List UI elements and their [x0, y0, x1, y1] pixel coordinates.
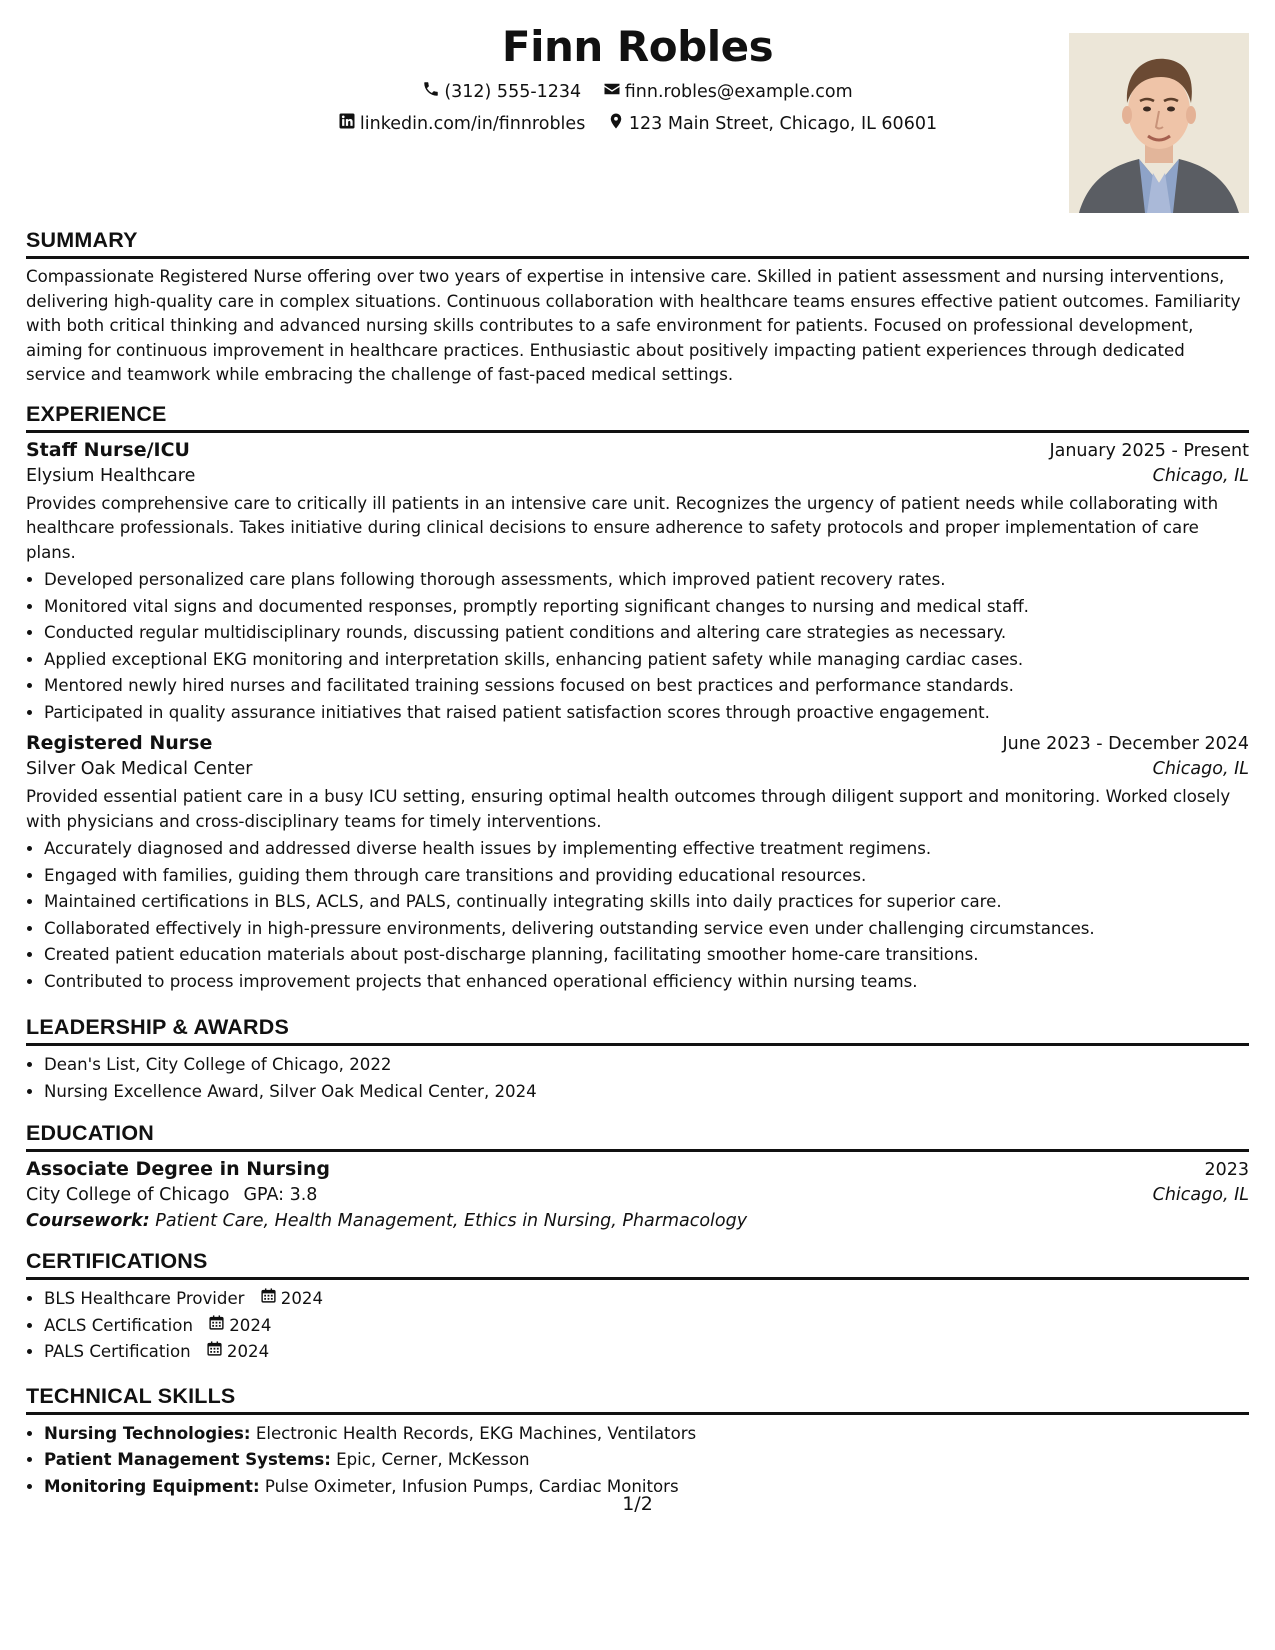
- job-location: Chicago, IL: [1152, 465, 1249, 486]
- certification-name: PALS Certification: [44, 1342, 191, 1361]
- summary-text: Compassionate Registered Nurse offering over two years of expertise in intensive care. Skilled in patient assessment and nursing interventions, delivering high-quality care in complex situations. Continuous collaboration with healthcare teams ensures effective patient outcomes. Familiarity with both critical thinking and advanced nursing skills contributes to a safe environment for patients. Focused on professional development, aiming for continuous improvement in healthcare practices. Enthusiastic about positively impacting patient experiences through dedicated service and teamwork while embracing the challenge of fast-paced medical settings.: [26, 267, 1241, 384]
- phone-icon: [422, 80, 440, 103]
- email-contact[interactable]: [603, 80, 853, 103]
- certifications-list: [26, 1286, 1249, 1366]
- employer-name: Silver Oak Medical Center: [26, 759, 253, 779]
- address-contact: [607, 112, 937, 135]
- list-item: • Nursing Excellence Award, Silver Oak Medical Center, 2024: [44, 1079, 1249, 1106]
- list-item: • Applied exceptional EKG monitoring and interpretation skills, enhancing patient safety while managing cardiac cases.: [44, 647, 1249, 674]
- job-entry: [26, 439, 1249, 727]
- coursework-label: Coursework:: [26, 1211, 150, 1231]
- skill-category: Monitoring Equipment:: [44, 1476, 260, 1496]
- calendar-icon: [260, 1286, 277, 1313]
- coursework: [26, 1211, 1249, 1231]
- job-dates: June 2023 - December 2024: [1002, 734, 1249, 754]
- job-bullets: [26, 836, 1249, 995]
- certification-name: ACLS Certification: [44, 1315, 193, 1335]
- contact-line-1: [26, 80, 1249, 103]
- list-item: • Developed personalized care plans following thorough assessments, which improved patient recovery rates.: [44, 567, 1249, 594]
- degree-name: Associate Degree in Nursing: [26, 1158, 330, 1180]
- experience-title: EXPERIENCE: [26, 402, 1249, 433]
- job-description: Provides comprehensive care to critically ill patients in an intensive care unit. Recognizes the urgency of patient needs while collaborating with healthcare professionals. Takes initiative during clinical decisions to ensure adherence to safety protocols and proper implementation of care plans.: [26, 493, 1219, 562]
- skills-list: [26, 1421, 1249, 1501]
- job-title: Staff Nurse/ICU: [26, 438, 190, 461]
- job-dates: January 2025 - Present: [1049, 440, 1249, 461]
- list-item: • Accurately diagnosed and addressed diverse health issues by implementing effective treatment regimens.: [44, 836, 1249, 863]
- certification-year: 2024: [229, 1315, 272, 1335]
- certification-year: 2024: [226, 1342, 270, 1361]
- leadership-title: LEADERSHIP & AWARDS: [26, 1015, 1249, 1046]
- calendar-icon: [206, 1339, 223, 1366]
- education-entry: [26, 1158, 1249, 1231]
- page-number: 1/2: [622, 1493, 653, 1515]
- profile-photo: [1069, 33, 1249, 213]
- skill-category: Patient Management Systems:: [44, 1450, 331, 1469]
- list-item: • Collaborated effectively in high-pressure environments, delivering outstanding service even under challenging circumstances.: [44, 916, 1249, 943]
- linkedin-contact[interactable]: [338, 112, 585, 135]
- list-item: • Maintained certifications in BLS, ACLS, and PALS, continually integrating skills into daily practices for superior care.: [44, 889, 1249, 916]
- job-bullets: [26, 567, 1249, 726]
- list-item: • Conducted regular multidisciplinary rounds, discussing patient conditions and altering care strategies as necessary.: [44, 620, 1249, 647]
- education-section: [26, 1121, 1249, 1231]
- linkedin-icon: [338, 112, 356, 135]
- list-item: • Participated in quality assurance initiatives that raised patient satisfaction scores through proactive engagement.: [44, 700, 1249, 727]
- list-item: [44, 1286, 1249, 1313]
- experience-section: [26, 402, 1249, 996]
- education-title: EDUCATION: [26, 1121, 1249, 1152]
- linkedin-url: linkedin.com/in/finnrobles: [359, 113, 586, 134]
- graduation-year: 2023: [1204, 1160, 1249, 1180]
- list-item: • Dean's List, City College of Chicago, 2022: [44, 1052, 1249, 1079]
- list-item: • Contributed to process improvement projects that enhanced operational efficiency within nursing teams.: [44, 969, 1249, 996]
- phone-contact[interactable]: [422, 80, 581, 103]
- coursework-list: Patient Care, Health Management, Ethics in Nursing, Pharmacology: [155, 1211, 748, 1231]
- school-name: City College of Chicago: [26, 1185, 230, 1205]
- job-location: Chicago, IL: [1152, 759, 1249, 779]
- list-item: [44, 1447, 1249, 1474]
- resume-header: [26, 0, 1249, 228]
- employer-name: Elysium Healthcare: [26, 465, 196, 486]
- skill-values: Epic, Cerner, McKesson: [336, 1450, 530, 1469]
- gpa: GPA: 3.8: [243, 1185, 318, 1205]
- technical-skills-title: TECHNICAL SKILLS: [26, 1384, 1249, 1415]
- list-item: • Engaged with families, guiding them through care transitions and providing educational resources.: [44, 863, 1249, 890]
- list-item: [44, 1313, 1249, 1340]
- skill-values: Electronic Health Records, EKG Machines, Ventilators: [255, 1423, 697, 1443]
- job-title: Registered Nurse: [26, 732, 213, 754]
- phone-number: (312) 555-1234: [444, 81, 582, 102]
- certifications-section: [26, 1249, 1249, 1366]
- list-item: • Monitored vital signs and documented responses, promptly reporting significant changes to nursing and medical staff.: [44, 594, 1249, 621]
- certification-name: BLS Healthcare Provider: [44, 1289, 245, 1308]
- list-item: [44, 1421, 1249, 1448]
- street-address: 123 Main Street, Chicago, IL 60601: [628, 113, 938, 134]
- summary-section: [26, 228, 1249, 388]
- calendar-icon: [208, 1313, 225, 1340]
- email-address: finn.robles@example.com: [624, 81, 853, 102]
- candidate-name: Finn Robles: [501, 22, 774, 71]
- list-item: • Mentored newly hired nurses and facilitated training sessions focused on best practices and performance standards.: [44, 673, 1249, 700]
- awards-list: [26, 1052, 1249, 1105]
- certifications-title: CERTIFICATIONS: [26, 1249, 1249, 1280]
- list-item: [44, 1339, 1249, 1366]
- list-item: • Created patient education materials about post-discharge planning, facilitating smoother home-care transitions.: [44, 942, 1249, 969]
- skill-values: Pulse Oximeter, Infusion Pumps, Cardiac Monitors: [264, 1476, 679, 1496]
- leadership-section: [26, 1015, 1249, 1105]
- job-entry: [26, 732, 1249, 995]
- contact-line-2: [26, 112, 1249, 135]
- envelope-icon: [603, 80, 621, 103]
- certification-year: 2024: [280, 1289, 323, 1308]
- skill-category: Nursing Technologies:: [44, 1423, 251, 1443]
- job-description: Provided essential patient care in a busy ICU setting, ensuring optimal health outcomes through diligent support and monitoring. Worked closely with physicians and cross-disciplinary teams for timely interventions.: [26, 787, 1231, 831]
- school-location: Chicago, IL: [1152, 1185, 1249, 1205]
- map-pin-icon: [607, 112, 625, 135]
- summary-title: SUMMARY: [26, 228, 1249, 259]
- technical-skills-section: [26, 1384, 1249, 1501]
